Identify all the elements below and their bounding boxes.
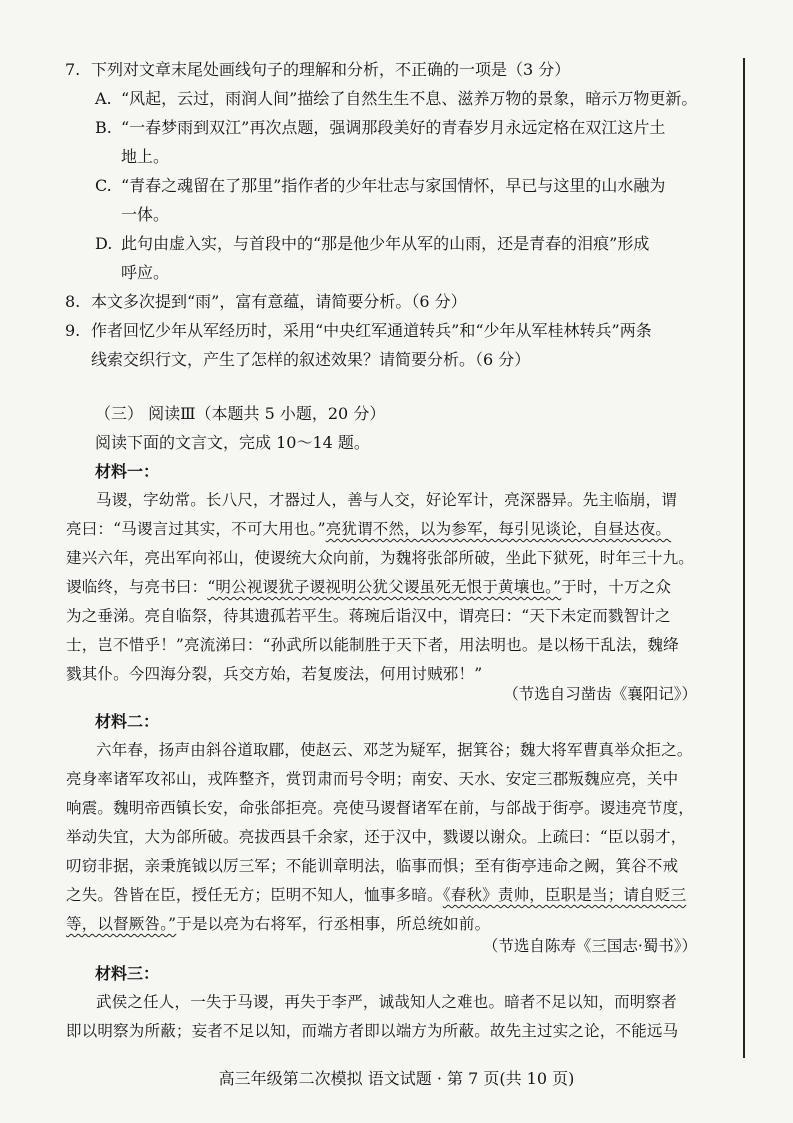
option-b [95, 113, 725, 142]
option-a [95, 84, 725, 113]
question-7-stem [65, 55, 725, 84]
underlined-sentence: 等，以督厥咎。” [66, 915, 177, 933]
material-1-line: 马谡，字幼常。长八尺，才器过人，善与人交，好论军计，亮深器异。先主临崩，谓 [96, 491, 677, 509]
material-1-line [66, 515, 730, 544]
text-segment: 谡临终，与亮书曰： [66, 578, 208, 596]
margin-rule [743, 58, 745, 1058]
question-number: 9. [65, 321, 81, 340]
option-letter: D. [95, 234, 113, 253]
option-text: 此句由虚入实，与首段中的“那是他少年从军的山雨，还是青春的泪痕”形成 [121, 234, 650, 253]
material-1-label: 材料一： [95, 462, 160, 481]
text-segment: 亮曰：“马谡言过其实，不可大用也。” [66, 520, 326, 538]
material-2-line [66, 881, 730, 910]
material-2-line: 举动失宜，大为郃所破。亮拔西县千余家，还于汉中，戮谡以谢众。上疏曰：“臣以弱才， [66, 828, 687, 846]
option-text: “风起，云过，雨润人间”描绘了自然生生不息、滋养万物的景象，暗示万物更新。 [121, 89, 698, 108]
question-8 [65, 287, 725, 316]
option-text: “一春梦雨到双江”再次点题，强调那段美好的青春岁月永远定格在双江这片土 [121, 118, 666, 137]
material-2-line: 叨窃非据，亲秉旄钺以厉三军；不能训章明法，临事而惧；至有街亭违命之阙，箕谷不戒 [66, 857, 679, 875]
option-b-continued: 地上。 [121, 147, 170, 166]
question-text: 本文多次提到“雨”，富有意蕴，请简要分析。（6 分） [91, 292, 467, 311]
underlined-sentence: 亮犹谓不然，以为参军，每引见谈论，自昼达夜。 [325, 520, 672, 538]
material-2-label: 材料二： [95, 712, 160, 731]
option-c-continued: 一体。 [121, 205, 170, 224]
material-3-line: 即以明察为所蔽；妄者不足以知，而端方者即以端方为所蔽。故先主过实之论，不能远马 [66, 1022, 679, 1040]
option-letter: A. [95, 89, 112, 108]
material-1-line: 建兴六年，亮出军向祁山，使谡统大众向前，为魏将张郃所破，坐此下狱死，时年三十九。 [66, 549, 695, 567]
option-letter: B. [95, 118, 112, 137]
question-number: 8. [65, 292, 81, 311]
question-text: 作者回忆少年从军经历时，采用“中央红军通道转兵”和“少年从军桂林转兵”两条 [91, 321, 652, 340]
option-text: “青春之魂留在了那里”指作者的少年壮志与家国情怀，早已与这里的山水融为 [121, 176, 666, 195]
option-d-continued: 呼应。 [121, 263, 170, 282]
material-3-line: 武侯之任人，一失于马谡，再失于李严，诚哉知人之难也。暗者不足以知，而明察者 [96, 993, 677, 1011]
underlined-sentence: 《春秋》责帅，臣职是当；请自贬三 [442, 886, 687, 904]
option-letter: C. [95, 176, 112, 195]
material-1-line: 戮其仆。今四海分裂，兵交方始，若复废法，何用讨贼邪！” [66, 665, 483, 683]
material-2-line: 六年春，扬声由斜谷道取郿，使赵云、邓芝为疑军，据箕谷；魏大将军曹真举众拒之。 [96, 741, 693, 759]
text-segment: 于时，十万之众 [561, 578, 672, 596]
section-title: （三） 阅读Ⅲ（本题共 5 小题，20 分） [95, 404, 386, 423]
question-9 [65, 316, 725, 345]
material-1-line: 为之垂涕。亮自临祭，待其遗孤若平生。蒋琬后诣汉中，谓亮曰：“天下未定而戮智计之 [66, 607, 671, 625]
material-2-source: （节选自陈寿《三国志·蜀书》） [482, 937, 697, 955]
question-number: 7. [65, 60, 81, 79]
material-1-line: 士，岂不惜乎！”亮流涕曰：“孙武所以能制胜于天下者，用法明也。是以杨干乱法，魏绛 [66, 636, 679, 654]
section-instruction: 阅读下面的文言文，完成 10～14 题。 [95, 433, 370, 452]
text-segment: 之失。咎皆在臣，授任无方；臣明不知人，恤事多暗。 [66, 886, 443, 904]
question-text: 下列对文章末尾处画线句子的理解和分析，不正确的一项是（3 分） [91, 60, 571, 79]
material-1-line [66, 573, 730, 602]
material-1-source: （节选自习凿齿《襄阳记》） [503, 685, 697, 703]
material-3-label: 材料三： [95, 964, 160, 983]
question-9-continued: 线索交织行文，产生了怎样的叙述效果？请简要分析。（6 分） [91, 350, 531, 369]
page-footer: 高三年级第二次模拟 语文试题 · 第 7 页(共 10 页) [218, 1069, 575, 1088]
material-2-line: 亮身率诸军攻祁山，戎阵整齐，赏罚肃而号令明；南安、天水、安定三郡叛魏应亮，关中 [66, 770, 679, 788]
underlined-sentence: “明公视谡犹子谡视明公犹父谡虽死无恨于黄壤也。” [207, 578, 562, 596]
material-2-line: 响震。魏明帝西镇长安，命张郃拒亮。亮使马谡督诸军在前，与郃战于街亭。谡违亮节度， [66, 799, 695, 817]
option-c [95, 171, 725, 200]
text-segment: 于是以亮为右将军，行丞相事，所总统如前。 [176, 915, 491, 933]
option-d [95, 229, 725, 258]
